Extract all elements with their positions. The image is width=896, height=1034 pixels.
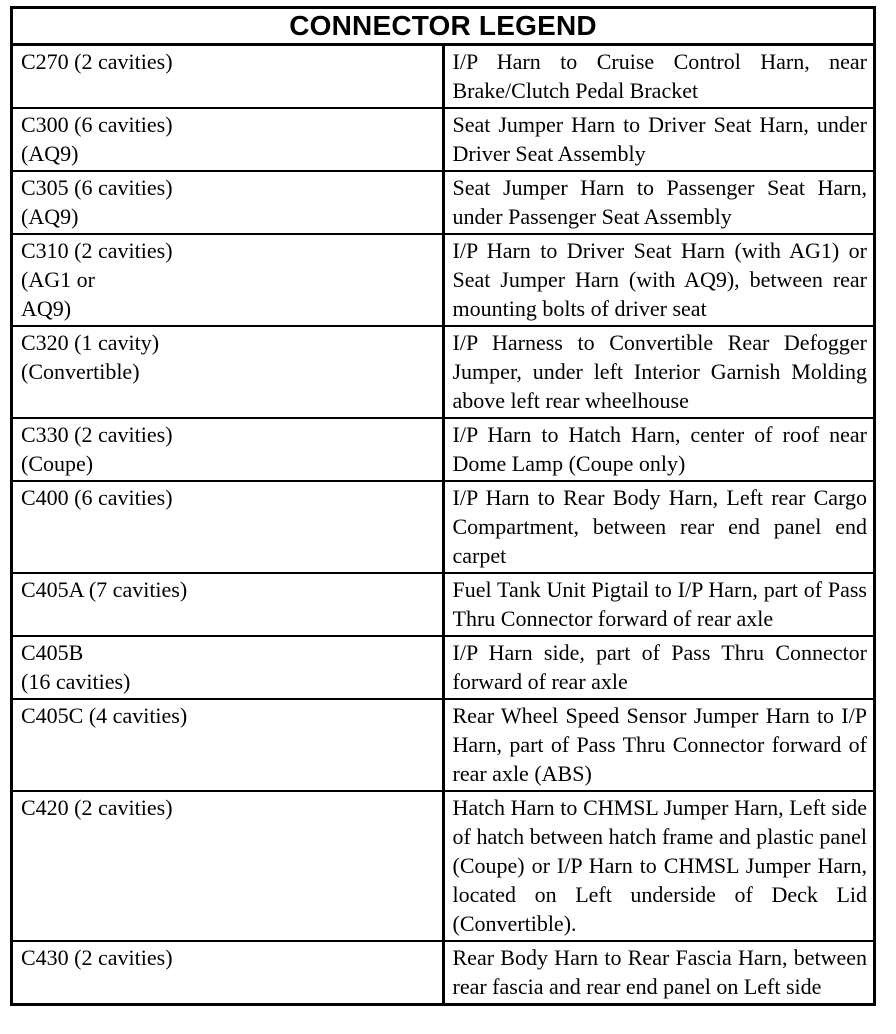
description-cell: Rear Wheel Speed Sensor Jumper Harn to I/P Harn, part of Pass Thru Connector forward of rear axle (ABS) bbox=[443, 699, 875, 791]
connector-cell: C320 (1 cavity) (Convertible) bbox=[12, 326, 444, 418]
description-cell: I/P Harn to Driver Seat Harn (with AG1) or Seat Jumper Harn (with AQ9), between rear mounting bolts of driver seat bbox=[443, 234, 875, 326]
legend-body bbox=[12, 45, 875, 1005]
table-row bbox=[12, 108, 875, 171]
table-row bbox=[12, 636, 875, 699]
connector-cell: C405C (4 cavities) bbox=[12, 699, 444, 791]
connector-cell: C330 (2 cavities) (Coupe) bbox=[12, 418, 444, 481]
description-cell: I/P Harn to Rear Body Harn, Left rear Cargo Compartment, between rear end panel end carpet bbox=[443, 481, 875, 573]
legend-header-row bbox=[12, 8, 875, 45]
description-cell: Rear Body Harn to Rear Fascia Harn, between rear fascia and rear end panel on Left side bbox=[443, 941, 875, 1005]
connector-cell: C300 (6 cavities) (AQ9) bbox=[12, 108, 444, 171]
description-cell: Seat Jumper Harn to Driver Seat Harn, under Driver Seat Assembly bbox=[443, 108, 875, 171]
description-cell: Seat Jumper Harn to Passenger Seat Harn, under Passenger Seat Assembly bbox=[443, 171, 875, 234]
table-row bbox=[12, 418, 875, 481]
table-row bbox=[12, 171, 875, 234]
connector-cell: C270 (2 cavities) bbox=[12, 45, 444, 109]
table-row bbox=[12, 941, 875, 1005]
connector-cell: C400 (6 cavities) bbox=[12, 481, 444, 573]
connector-cell: C420 (2 cavities) bbox=[12, 791, 444, 941]
connector-cell: C405A (7 cavities) bbox=[12, 573, 444, 636]
description-cell: Hatch Harn to CHMSL Jumper Harn, Left side of hatch between hatch frame and plastic panel (Coupe) or I/P Harn to CHMSL Jumper Harn, located on Left underside of Deck Lid (Convertible). bbox=[443, 791, 875, 941]
table-row bbox=[12, 326, 875, 418]
table-row bbox=[12, 573, 875, 636]
description-cell: I/P Harn to Hatch Harn, center of roof near Dome Lamp (Coupe only) bbox=[443, 418, 875, 481]
connector-cell: C305 (6 cavities) (AQ9) bbox=[12, 171, 444, 234]
connector-cell: C405B (16 cavities) bbox=[12, 636, 444, 699]
connector-cell: C430 (2 cavities) bbox=[12, 941, 444, 1005]
connector-cell: C310 (2 cavities) (AG1 or AQ9) bbox=[12, 234, 444, 326]
legend-title: CONNECTOR LEGEND bbox=[12, 8, 875, 45]
table-row bbox=[12, 699, 875, 791]
table-row bbox=[12, 791, 875, 941]
description-cell: Fuel Tank Unit Pigtail to I/P Harn, part of Pass Thru Connector forward of rear axle bbox=[443, 573, 875, 636]
description-cell: I/P Harn side, part of Pass Thru Connector forward of rear axle bbox=[443, 636, 875, 699]
table-row bbox=[12, 481, 875, 573]
description-cell: I/P Harn to Cruise Control Harn, near Brake/Clutch Pedal Bracket bbox=[443, 45, 875, 109]
description-cell: I/P Harness to Convertible Rear Defogger Jumper, under left Interior Garnish Molding above left rear wheelhouse bbox=[443, 326, 875, 418]
table-row bbox=[12, 234, 875, 326]
table-row bbox=[12, 45, 875, 109]
connector-legend-table bbox=[10, 6, 876, 1006]
